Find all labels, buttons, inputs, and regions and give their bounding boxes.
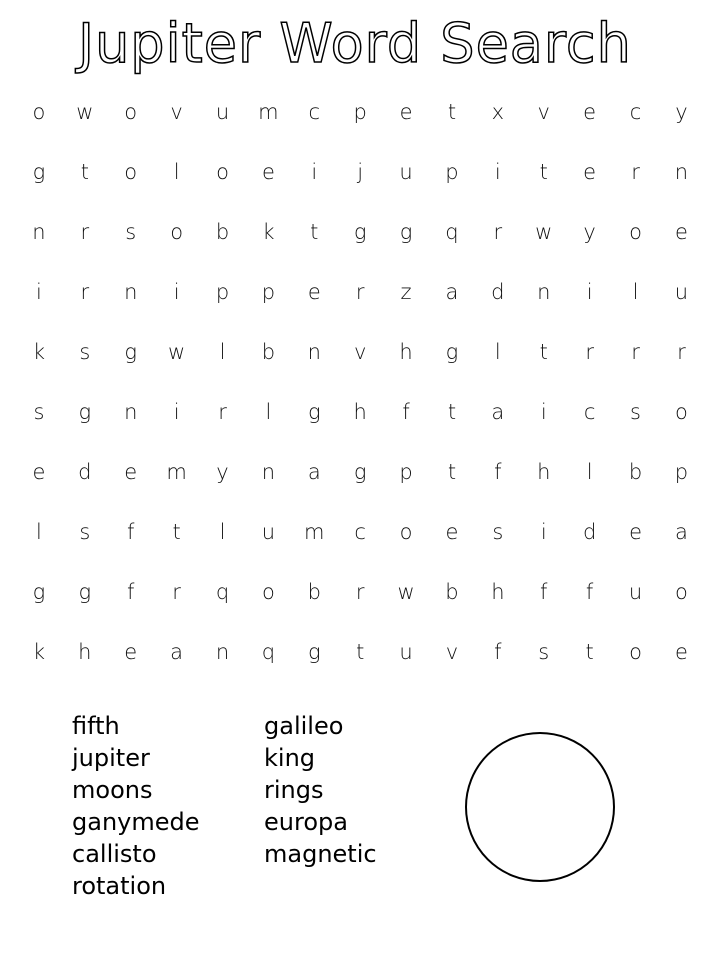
grid-cell[interactable]: a [307,460,321,484]
grid-cell[interactable]: i [540,400,547,424]
grid-cell[interactable]: t [447,400,457,424]
grid-cell[interactable]: t [539,160,548,184]
grid-cell[interactable]: g [399,220,413,244]
grid-cell[interactable]: r [631,160,640,184]
grid-cell[interactable]: s [79,520,91,544]
grid-cell[interactable]: t [539,340,548,364]
grid-cell[interactable]: h [353,400,367,424]
grid-cell[interactable]: y [216,460,229,484]
grid-cell[interactable]: c [308,100,321,124]
grid-cell[interactable]: f [127,580,135,604]
grid-cell[interactable]: o [674,400,688,424]
grid-cell[interactable]: g [353,460,367,484]
grid-cell[interactable]: g [307,640,321,664]
drawing-circle [465,732,615,882]
grid-cell[interactable]: u [261,520,276,544]
grid-cell[interactable]: t [447,100,457,124]
word-list-column-1 [72,710,200,902]
grid-cell[interactable]: q [261,640,276,664]
grid-cell[interactable]: a [491,400,505,424]
grid-cell[interactable]: o [124,100,138,124]
grid-cell[interactable]: b [628,460,643,484]
grid-cell[interactable]: i [311,160,318,184]
grid-cell[interactable]: i [36,280,42,304]
grid-cell[interactable]: f [494,640,502,664]
word-list-column-2 [264,710,377,870]
grid-cell[interactable]: u [674,280,689,304]
grid-cell[interactable]: g [445,340,459,364]
grid-cell[interactable]: v [445,640,459,664]
grid-cell[interactable]: u [399,640,413,664]
grid-cell[interactable]: l [219,520,226,544]
word-list-item: ganymede [72,808,200,836]
grid-cell[interactable]: e [261,160,275,184]
word-list-item: king [264,744,316,772]
grid-cell[interactable]: s [33,400,45,424]
grid-cell[interactable]: c [629,100,642,124]
grid-cell[interactable]: f [127,520,135,544]
letter-grid [16,82,704,682]
grid-cell[interactable]: h [399,340,413,364]
grid-cell[interactable]: l [36,520,42,544]
grid-cell[interactable]: m [258,100,279,124]
grid-cell[interactable]: d [582,520,597,544]
grid-cell[interactable]: o [629,220,642,244]
grid-cell[interactable]: p [674,460,689,484]
grid-cell[interactable]: e [583,100,597,124]
grid-cell[interactable]: e [399,100,413,124]
grid-cell[interactable]: s [79,340,91,364]
grid-cell[interactable]: n [124,400,138,424]
grid-cell[interactable]: k [32,640,46,664]
grid-cell[interactable]: r [355,280,365,304]
grid-cell[interactable]: p [261,280,276,304]
grid-cell[interactable]: l [632,280,639,304]
grid-cell[interactable]: g [32,580,46,604]
grid-cell[interactable]: t [585,640,594,664]
grid-cell[interactable]: o [261,580,275,604]
grid-cell[interactable]: i [494,160,501,184]
grid-cell[interactable]: n [124,280,138,304]
grid-cell[interactable]: m [166,460,187,484]
grid-cell[interactable]: o [399,520,413,544]
grid-cell[interactable]: e [674,640,688,664]
grid-cell[interactable]: b [261,340,276,364]
title-text: Jupiter Word Search [78,12,632,75]
grid-cell[interactable]: o [32,100,46,124]
grid-cell[interactable]: n [307,340,321,364]
grid-cell[interactable]: o [674,580,688,604]
grid-cell[interactable]: n [674,160,689,184]
grid-cell[interactable]: p [399,460,413,484]
grid-cell[interactable]: t [310,220,319,244]
grid-cell[interactable]: e [583,160,597,184]
grid-cell[interactable]: r [80,220,90,244]
grid-cell[interactable]: p [215,280,230,304]
grid-cell[interactable]: d [491,280,505,304]
grid-cell[interactable]: e [674,220,688,244]
word-list-item: callisto [72,840,157,868]
grid-cell[interactable]: r [493,220,503,244]
grid-cell[interactable]: g [353,220,367,244]
grid-cell[interactable]: v [537,100,550,124]
grid-cell[interactable]: t [447,460,457,484]
grid-cell[interactable]: q [445,220,459,244]
grid-cell[interactable]: k [32,340,46,364]
grid-cell[interactable]: a [674,520,688,544]
grid-cell[interactable]: j [357,160,364,184]
grid-cell[interactable]: g [32,160,46,184]
grid-cell[interactable]: r [80,280,90,304]
grid-cell[interactable]: g [78,580,92,604]
word-list-item: rotation [72,872,167,900]
grid-cell[interactable]: m [304,520,325,544]
grid-cell[interactable]: u [399,160,413,184]
grid-cell[interactable]: s [125,220,137,244]
grid-cell[interactable]: h [78,640,92,664]
grid-cell[interactable]: v [353,340,367,364]
grid-cell[interactable]: i [540,520,547,544]
grid-cell[interactable]: e [445,520,459,544]
grid-cell[interactable]: t [80,160,89,184]
word-list-item: europa [264,808,348,836]
grid-cell[interactable]: s [492,520,504,544]
grid-cell[interactable]: e [629,520,642,544]
grid-cell[interactable]: c [583,400,596,424]
grid-cell[interactable]: o [170,220,184,244]
grid-cell[interactable]: i [173,280,180,304]
grid-cell[interactable]: s [630,400,641,424]
grid-cell[interactable]: p [445,160,459,184]
word-list-item: fifth [72,712,120,740]
grid-cell[interactable]: f [540,580,548,604]
grid-cell[interactable]: w [397,580,415,604]
grid-cell[interactable]: i [586,280,593,304]
grid-cell[interactable]: l [494,340,501,364]
grid-cell[interactable]: k [262,220,275,244]
grid-cell[interactable]: r [677,340,686,364]
grid-cell[interactable]: u [215,100,230,124]
grid-cell[interactable]: f [585,580,594,604]
grid-cell[interactable]: w [76,100,94,124]
grid-cell[interactable]: p [353,100,367,124]
grid-cell[interactable]: d [78,460,92,484]
grid-cell[interactable]: f [402,400,410,424]
grid-cell[interactable]: e [32,460,46,484]
grid-cell[interactable]: y [583,220,596,244]
grid-cell[interactable]: c [354,520,366,544]
grid-cell[interactable]: n [215,640,230,664]
grid-cell[interactable]: g [78,400,92,424]
grid-cell[interactable]: g [307,400,321,424]
grid-cell[interactable]: f [494,460,502,484]
grid-cell[interactable]: h [491,580,505,604]
grid-cell[interactable]: w [535,220,553,244]
grid-cell[interactable]: y [675,100,688,124]
grid-cell[interactable]: a [445,280,459,304]
grid-cell[interactable]: q [215,580,230,604]
grid-cell[interactable]: x [491,100,505,124]
grid-cell[interactable]: r [585,340,594,364]
grid-cell[interactable]: h [537,460,551,484]
grid-cell[interactable]: n [537,280,551,304]
grid-cell[interactable]: r [631,340,640,364]
grid-cell[interactable]: l [265,400,272,424]
grid-cell[interactable]: g [124,340,138,364]
grid-cell[interactable]: t [172,520,181,544]
grid-cell[interactable]: n [261,460,276,484]
grid-cell[interactable]: z [400,280,412,304]
word-list-item: jupiter [72,744,150,772]
grid-cell[interactable]: s [538,640,550,664]
grid-cell[interactable]: u [628,580,643,604]
grid-cell[interactable]: o [629,640,642,664]
word-list-item: galileo [264,712,344,740]
grid-cell[interactable]: v [170,100,183,124]
grid-cell[interactable]: b [215,220,230,244]
grid-cell[interactable]: b [445,580,459,604]
word-list-item: rings [264,776,324,804]
grid-cell[interactable]: r [172,580,181,604]
grid-cell[interactable]: e [124,460,138,484]
grid-cell[interactable]: l [173,160,180,184]
grid-cell[interactable]: o [216,160,229,184]
grid-cell[interactable]: i [173,400,180,424]
grid-cell[interactable]: r [218,400,227,424]
grid-cell[interactable]: w [168,340,186,364]
grid-cell[interactable]: r [355,580,365,604]
word-list-item: moons [72,776,153,804]
grid-cell[interactable]: l [586,460,593,484]
grid-cell[interactable]: e [307,280,321,304]
grid-cell[interactable]: t [356,640,365,664]
grid-cell[interactable]: e [124,640,138,664]
page-title [0,0,720,82]
grid-cell[interactable]: n [32,220,46,244]
word-list-item: magnetic [264,840,377,868]
grid-cell[interactable]: a [170,640,184,664]
grid-cell[interactable]: l [219,340,226,364]
grid-cell[interactable]: o [124,160,138,184]
grid-cell[interactable]: b [307,580,321,604]
